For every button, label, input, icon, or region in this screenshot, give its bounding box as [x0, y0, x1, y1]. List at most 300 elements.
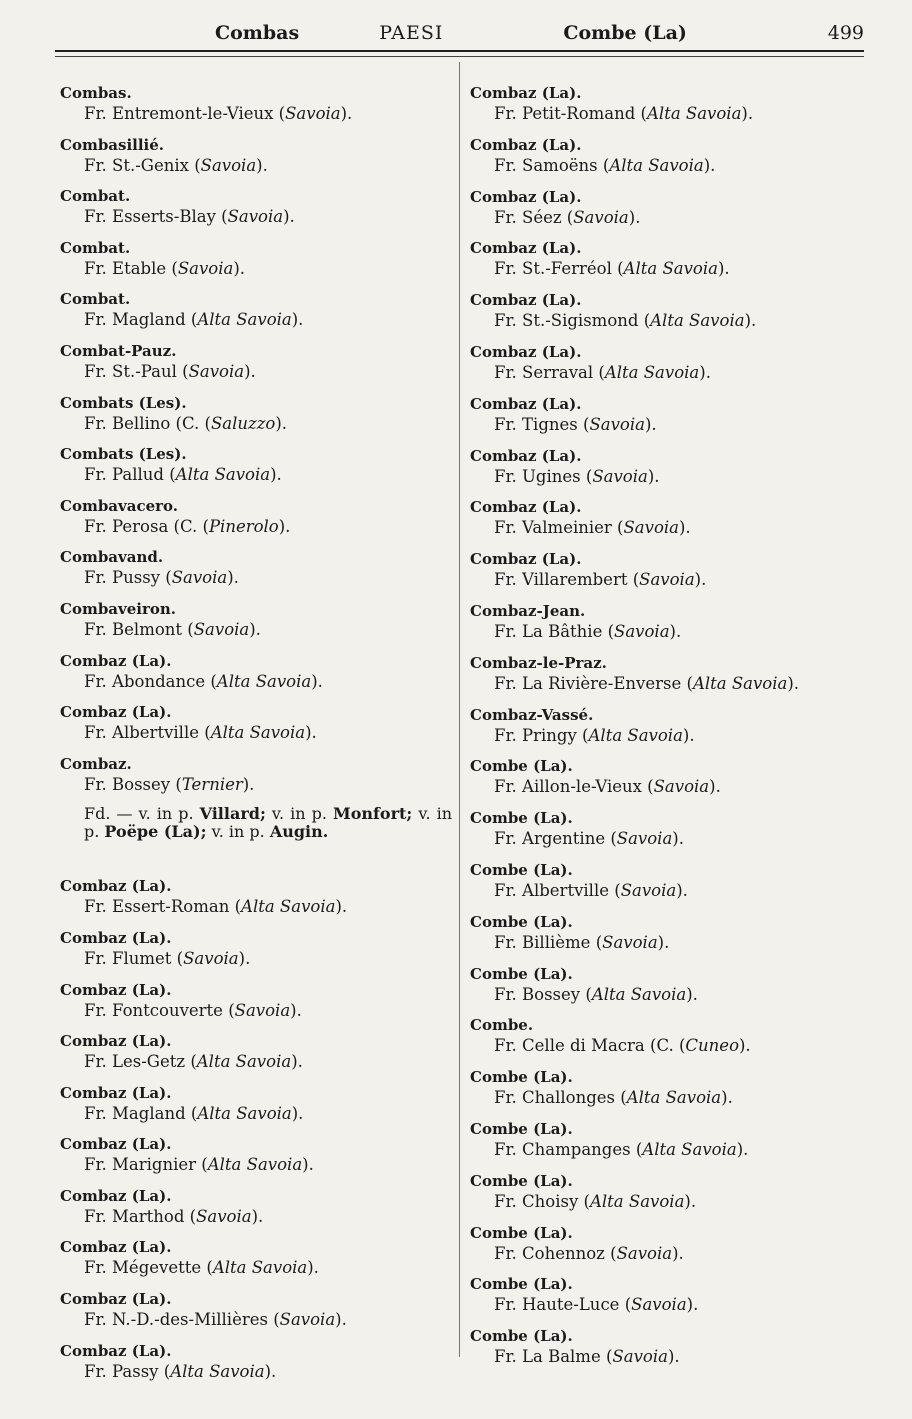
entry-name: Combat. [60, 187, 131, 206]
entry-place: Tignes [522, 414, 578, 434]
entry-place: Entremont-le-Vieux [112, 104, 274, 123]
entry-place: N.-D.-des-Millières [112, 1310, 268, 1330]
entry-location: Fr. Esserts-Blay (Savoia). [84, 207, 295, 227]
entry-prefix: Fr. [494, 725, 517, 745]
entry-prefix: Fr. [494, 466, 517, 486]
gazetteer-entry [60, 1031, 452, 1083]
gazetteer-entry [60, 289, 452, 341]
entry-location: Fr. Belmont (Savoia). [84, 619, 261, 639]
entry-name: Combaz (La). [60, 651, 172, 670]
entry-province: Cuneo [685, 1036, 739, 1056]
entry-prefix: Fr. [84, 310, 107, 330]
entry-province: Alta Savoia [212, 1258, 308, 1278]
gazetteer-entry [60, 980, 452, 1032]
entry-location: Fr. Pussy (Savoia). [84, 568, 239, 588]
entry-name: Combe (La). [470, 1223, 573, 1242]
entry-place: Passy [112, 1361, 159, 1381]
page-number: 499 [827, 22, 864, 44]
gazetteer-entry [60, 1341, 452, 1393]
entry-prefix: Fr. [84, 1258, 107, 1278]
entry-province: Alta Savoia [197, 310, 292, 330]
entry-location: Fr. Entremont-le-Vieux (Savoia). [84, 104, 353, 123]
entry-prefix: Fr. [494, 311, 517, 331]
entry-location: Fr. N.-D.-des-Millières (Savoia). [84, 1310, 347, 1330]
entry-prefix: Fr. [84, 1361, 107, 1381]
left-column [60, 83, 452, 1392]
entry-place: Pringy [522, 725, 577, 745]
entry-name: Combe (La). [470, 1119, 573, 1138]
gazetteer-entry [470, 912, 870, 964]
entry-prefix: Fr. [494, 1347, 517, 1367]
entry-prefix: Fr. [494, 1191, 517, 1211]
entry-name: Combaz-le-Praz. [470, 653, 607, 672]
entry-name: Combas. [60, 84, 132, 102]
entry-province: Savoia [620, 880, 677, 900]
entry-location: Fr. La Bâthie (Savoia). [494, 621, 682, 641]
entry-place: Etable [112, 258, 167, 278]
gazetteer-entry [60, 186, 452, 238]
entry-place: Challonges [522, 1088, 616, 1108]
page-header [55, 16, 864, 50]
entry-name: Combaz (La). [60, 928, 172, 947]
header-left-keyword: Combas [215, 22, 300, 44]
entry-province: Alta Savoia [604, 362, 700, 382]
gazetteer-entry [470, 964, 870, 1016]
entry-place: Argentine [522, 829, 606, 849]
entry-province: Pinerolo [208, 516, 279, 536]
entry-location: Fr. Villarembert (Savoia). [494, 570, 707, 590]
entry-prefix: Fr. [84, 104, 107, 123]
entry-location: Fr. Les-Getz (Alta Savoia). [84, 1052, 303, 1072]
gazetteer-entry [470, 394, 870, 446]
gazetteer-entry [60, 876, 452, 928]
entry-name: Combaz (La). [470, 342, 582, 361]
entry-province: Alta Savoia [196, 1052, 292, 1072]
entry-location: Fr. Petit-Romand (Alta Savoia). [494, 104, 754, 123]
entry-place: Marignier [112, 1155, 197, 1175]
entry-name: Combat. [60, 238, 131, 257]
entry-location: Fr. La Rivière-Enverse (Alta Savoia). [494, 673, 800, 693]
entry-name: Combats (Les). [60, 445, 187, 464]
gazetteer-entry [60, 599, 452, 651]
entry-location: Fr. St.-Ferréol (Alta Savoia). [494, 259, 730, 279]
entry-name: Combaz (La). [60, 877, 172, 896]
gazetteer-entry [60, 496, 452, 548]
column-divider [459, 62, 460, 1357]
gazetteer-entry [60, 341, 452, 393]
entry-prefix: Fr. [494, 829, 517, 849]
entry-prefix: Fr. [84, 948, 107, 968]
entry-location: Fr. Magland (Alta Savoia). [84, 1103, 304, 1123]
entry-place: Villarembert [522, 570, 628, 590]
gazetteer-entry [470, 1067, 870, 1119]
entry-name: Combaz-Jean. [470, 601, 586, 620]
entry-province: Alta Savoia [175, 465, 271, 485]
entry-name: Combaz (La). [470, 394, 582, 413]
entry-prefix: Fr. [494, 362, 517, 382]
entry-prefix: Fr. [84, 258, 107, 278]
entry-province: Savoia [612, 1347, 668, 1367]
entry-place: Pallud [112, 465, 164, 485]
entry-location: Fr. Albertville (Alta Savoia). [84, 723, 317, 743]
gazetteer-entry [470, 238, 870, 290]
entry-location: Fr. St.-Paul (Savoia). [84, 361, 256, 381]
entry-location: Fr. Samoëns (Alta Savoia). [494, 155, 716, 175]
entry-province: Savoia [573, 207, 629, 227]
entry-prefix: Fr. [494, 518, 517, 538]
entry-location: Fr. Valmeinier (Savoia). [494, 518, 691, 538]
entry-location: Fr. Abondance (Alta Savoia). [84, 671, 323, 691]
entry-location: Fr. Pallud (Alta Savoia). [84, 465, 282, 485]
entry-location: Fr. Fontcouverte (Savoia). [84, 1000, 302, 1020]
entry-name: Combaz-Vassé. [470, 705, 594, 724]
header-rule-thick [55, 50, 864, 52]
gazetteer-entry [470, 549, 870, 601]
gazetteer-entry [60, 547, 452, 599]
entry-province: Alta Savoia [210, 723, 306, 743]
entry-province: Savoia [639, 570, 695, 590]
entry-name: Combasillié. [60, 135, 165, 154]
entry-place: Les-Getz [112, 1052, 186, 1072]
entry-name: Combe (La). [470, 809, 573, 828]
entry-province: Savoia [279, 1310, 336, 1330]
entry-name: Combe (La). [470, 1327, 573, 1346]
entry-prefix: Fr. [494, 570, 517, 590]
entry-location: Fr. Aillon-le-Vieux (Savoia). [494, 777, 721, 797]
entry-province: Alta Savoia [241, 897, 336, 917]
entry-location: Fr. Celle di Macra (C. (Cuneo). [494, 1036, 751, 1056]
entry-place: Marthod [112, 1206, 185, 1226]
entry-province: Savoia [602, 932, 658, 952]
entry-province: Alta Savoia [692, 673, 788, 693]
entry-province: Alta Savoia [626, 1088, 722, 1108]
entry-place: Séez [522, 207, 562, 227]
entry-prefix: Fr. [494, 207, 517, 227]
entry-place: Aillon-le-Vieux [522, 777, 642, 797]
entry-province: Alta Savoia [650, 311, 745, 331]
gazetteer-entry [60, 702, 452, 754]
entry-place: Albertville [522, 880, 609, 900]
gazetteer-entry [60, 928, 452, 980]
entry-prefix: Fr. [84, 465, 107, 485]
entry-place: Albertville [112, 723, 199, 743]
gazetteer-entry [470, 860, 870, 912]
entry-prefix: Fr. [494, 932, 517, 952]
gazetteer-entry [60, 754, 452, 806]
entry-province: Savoia [589, 414, 645, 434]
entry-province: Alta Savoia [170, 1361, 265, 1381]
entry-location: Fr. Challonges (Alta Savoia). [494, 1088, 733, 1108]
gazetteer-entry [470, 497, 870, 549]
header-rule-thin [55, 56, 864, 57]
entry-name: Combe (La). [470, 860, 573, 879]
entry-place: Magland [112, 310, 186, 330]
entry-place: Ugines [522, 466, 581, 486]
entry-location: Fr. St.-Sigismond (Alta Savoia). [494, 311, 757, 331]
entry-prefix: Fr. [84, 1052, 107, 1072]
entry-place: Haute-Luce [522, 1295, 620, 1315]
entry-prefix: Fr. [494, 414, 517, 434]
entry-prefix: Fr. [84, 897, 107, 917]
entry-place: Esserts-Blay [112, 207, 216, 227]
entry-prefix: Fr. [494, 880, 517, 900]
entry-location: Fr. Bossey (Alta Savoia). [494, 984, 698, 1004]
entry-prefix: Fr. [494, 259, 517, 279]
entry-name: Combaz (La). [470, 498, 582, 517]
entry-prefix: Fr. [84, 568, 107, 588]
gazetteer-entry [470, 1326, 870, 1378]
gazetteer-entry [470, 1015, 870, 1067]
entry-prefix: Fr. [84, 361, 107, 381]
entry-province: Savoia [193, 619, 250, 639]
entry-prefix: Fr. [84, 1155, 107, 1175]
gazetteer-entry [470, 290, 870, 342]
gazetteer-entry [470, 1274, 870, 1326]
gazetteer-entry [60, 1237, 452, 1289]
entry-province: Alta Savoia [197, 1103, 292, 1123]
entry-place: Bossey [112, 774, 171, 794]
entry-prefix: Fr. [84, 155, 107, 175]
entry-place: Magland [112, 1103, 186, 1123]
entry-province: Saluzzo [210, 413, 276, 433]
gazetteer-entry [470, 653, 870, 705]
gazetteer-entry [60, 651, 452, 703]
gazetteer-entry [60, 1083, 452, 1135]
entry-place: Mégevette [112, 1258, 202, 1278]
entry-location: Fr. Essert-Roman (Alta Savoia). [84, 897, 348, 917]
gazetteer-entry [60, 83, 452, 135]
entry-name: Combaz (La). [60, 1238, 172, 1257]
entry-location: Fr. Billième (Savoia). [494, 932, 670, 952]
entry-location: Fr. Choisy (Alta Savoia). [494, 1191, 697, 1211]
entry-place: Bossey [522, 984, 581, 1004]
entry-place: Belmont [112, 619, 183, 639]
entry-prefix: Fr. [494, 1243, 517, 1263]
entry-province: Alta Savoia [591, 984, 687, 1004]
entry-prefix: Fr. [84, 1103, 107, 1123]
entry-name: Combaz (La). [470, 84, 582, 102]
entry-province: Savoia [616, 829, 673, 849]
entry-place: Cohennoz [522, 1243, 605, 1263]
entry-province: Ternier [181, 774, 243, 794]
entry-province: Savoia [234, 1000, 291, 1020]
entry-province: Savoia [614, 621, 670, 641]
entry-province: Savoia [200, 155, 257, 175]
entry-province: Alta Savoia [216, 671, 312, 691]
entry-province: Alta Savoia [589, 1191, 685, 1211]
entry-location: Fr. Cohennoz (Savoia). [494, 1243, 684, 1263]
entry-name: Combavand. [60, 548, 164, 567]
entry-prefix: Fr. [84, 671, 107, 691]
entry-province: Savoia [592, 466, 648, 486]
entry-place: La Balme [522, 1347, 601, 1367]
entry-place: Pussy [112, 568, 161, 588]
entry-location: Fr. Pringy (Alta Savoia). [494, 725, 695, 745]
entry-place: Choisy [522, 1191, 579, 1211]
gazetteer-entry [60, 238, 452, 290]
entry-prefix: Fr. [494, 1088, 517, 1108]
entry-prefix: Fr. [494, 155, 517, 175]
entry-name: Combavacero. [60, 496, 179, 515]
gazetteer-entry [470, 83, 870, 135]
entry-province: Alta Savoia [588, 725, 683, 745]
entry-prefix: Fr. [84, 1206, 107, 1226]
entry-prefix: Fr. [494, 777, 517, 797]
entry-name: Combaveiron. [60, 599, 177, 618]
entry-place: St.-Sigismond [522, 311, 639, 331]
entry-location: Fr. Bossey (Ternier). [84, 774, 255, 794]
cross-reference-note: Fd. — v. in p. Villard; v. in p. Monfort; v. in p. Poëpe (La); v. in p. Augin. [84, 804, 453, 842]
gazetteer-entry [470, 446, 870, 498]
entry-name: Combaz (La). [60, 1186, 172, 1205]
entry-province: Savoia [285, 104, 341, 123]
entry-location: Fr. Albertville (Savoia). [494, 880, 688, 900]
entry-place: Valmeinier [522, 518, 612, 538]
entry-place: Celle di Macra (C. [522, 1036, 674, 1056]
entry-province: Savoia [171, 568, 228, 588]
gazetteer-entry [470, 1119, 870, 1171]
entry-location: Fr. Haute-Luce (Savoia). [494, 1295, 699, 1315]
gazetteer-entry [60, 1186, 452, 1238]
entry-prefix: Fr. [84, 723, 107, 743]
gazetteer-entry [60, 1134, 452, 1186]
entry-prefix: Fr. [84, 774, 107, 794]
entry-location: Fr. La Balme (Savoia). [494, 1347, 680, 1367]
entry-name: Combaz. [60, 754, 132, 773]
entry-name: Combaz (La). [60, 1135, 172, 1154]
gazetteer-entry [60, 393, 452, 445]
gazetteer-entry [470, 756, 870, 808]
entry-location: Fr. Bellino (C. (Saluzzo). [84, 413, 288, 433]
entry-place: Flumet [112, 948, 172, 968]
entry-location: Fr. Passy (Alta Savoia). [84, 1361, 277, 1381]
entry-place: La Bâthie [522, 621, 603, 641]
entry-name: Combaz (La). [470, 135, 582, 154]
entry-place: La Rivière-Enverse [522, 673, 682, 693]
entry-prefix: Fr. [84, 619, 107, 639]
entry-province: Savoia [631, 1295, 687, 1315]
entry-location: Fr. Séez (Savoia). [494, 207, 641, 227]
entry-prefix: Fr. [84, 1000, 107, 1020]
entry-name: Combaz (La). [60, 980, 172, 999]
entry-province: Alta Savoia [609, 155, 704, 175]
entry-name: Combaz (La). [60, 1032, 172, 1051]
entry-province: Savoia [196, 1206, 252, 1226]
entry-name: Combats (Les). [60, 393, 187, 412]
gazetteer-entry [470, 705, 870, 757]
entry-province: Savoia [177, 258, 234, 278]
entry-name: Combe (La). [470, 964, 573, 983]
entry-place: St.-Paul [112, 361, 177, 381]
entry-location: Fr. Argentine (Savoia). [494, 829, 684, 849]
entry-place: Billième [522, 932, 591, 952]
entry-location: Fr. Flumet (Savoia). [84, 948, 251, 968]
gazetteer-entry [60, 135, 452, 187]
entry-prefix: Fr. [84, 516, 107, 536]
entry-name: Combe (La). [470, 1171, 573, 1190]
entry-name: Combaz (La). [60, 1290, 172, 1309]
entry-place: Perosa (C. [112, 516, 198, 536]
entry-province: Savoia [616, 1243, 673, 1263]
gazetteer-entry [470, 135, 870, 187]
entry-location: Fr. Etable (Savoia). [84, 258, 246, 278]
gazetteer-entry [470, 601, 870, 653]
entry-location: Fr. Ugines (Savoia). [494, 466, 660, 486]
entry-location: Fr. Mégevette (Alta Savoia). [84, 1258, 319, 1278]
entry-name: Combe (La). [470, 912, 573, 931]
entry-province: Savoia [623, 518, 679, 538]
entry-prefix: Fr. [494, 1295, 517, 1315]
header-right-keyword: Combe (La) [563, 22, 687, 44]
entry-name: Combaz (La). [470, 239, 582, 258]
entry-province: Alta Savoia [207, 1155, 303, 1175]
entry-location: Fr. Marignier (Alta Savoia). [84, 1155, 314, 1175]
gazetteer-entry [470, 342, 870, 394]
gazetteer-entry [470, 1171, 870, 1223]
entry-prefix: Fr. [494, 1139, 517, 1159]
entry-prefix: Fr. [84, 1310, 107, 1330]
entry-name: Combat. [60, 290, 131, 309]
entry-name: Combe (La). [470, 1068, 573, 1087]
gazetteer-entry [470, 187, 870, 239]
entry-place: Champanges [522, 1139, 631, 1159]
right-column [470, 83, 870, 1378]
entry-province: Savoia [183, 948, 239, 968]
entry-province: Alta Savoia [647, 104, 742, 123]
entry-prefix: Fr. [494, 621, 517, 641]
entry-location: Fr. Serraval (Alta Savoia). [494, 362, 711, 382]
entry-location: Fr. Magland (Alta Savoia). [84, 310, 304, 330]
entry-province: Savoia [653, 777, 710, 797]
entry-name: Combaz (La). [470, 446, 582, 465]
entry-place: Serraval [522, 362, 594, 382]
entry-place: Fontcouverte [112, 1000, 223, 1020]
entry-location: Fr. St.-Genix (Savoia). [84, 155, 268, 175]
entry-location: Fr. Marthod (Savoia). [84, 1206, 264, 1226]
entry-location: Fr. Perosa (C. (Pinerolo). [84, 516, 291, 536]
entry-location: Fr. Champanges (Alta Savoia). [494, 1139, 749, 1159]
entry-name: Combaz (La). [60, 1083, 172, 1102]
entry-name: Combe (La). [470, 1275, 573, 1294]
entry-province: Alta Savoia [623, 259, 718, 279]
entry-location: Fr. Tignes (Savoia). [494, 414, 657, 434]
entry-name: Combat-Pauz. [60, 341, 177, 360]
gazetteer-entry [60, 444, 452, 496]
entry-province: Savoia [188, 361, 245, 381]
entry-province: Alta Savoia [642, 1139, 737, 1159]
entry-prefix: Fr. [494, 104, 517, 123]
entry-prefix: Fr. [84, 207, 107, 227]
entry-place: Abondance [112, 671, 206, 691]
entry-name: Combaz (La). [470, 291, 582, 310]
entry-name: Combaz (La). [60, 703, 172, 722]
entry-place: St.-Ferréol [522, 259, 612, 279]
entry-place: Petit-Romand [522, 104, 636, 123]
gazetteer-entry [60, 1289, 452, 1341]
entry-province: Savoia [227, 207, 284, 227]
entry-name: Combaz (La). [60, 1341, 172, 1360]
gazetteer-entry [470, 808, 870, 860]
entry-place: St.-Genix [112, 155, 189, 175]
header-section-title: PAESI [379, 22, 444, 44]
entry-prefix: Fr. [84, 413, 107, 433]
entry-prefix: Fr. [494, 673, 517, 693]
entry-name: Combe (La). [470, 757, 573, 776]
entry-place: Samoëns [522, 155, 598, 175]
entry-place: Essert-Roman [112, 897, 230, 917]
entry-place: Bellino (C. [112, 413, 200, 433]
entry-prefix: Fr. [494, 984, 517, 1004]
